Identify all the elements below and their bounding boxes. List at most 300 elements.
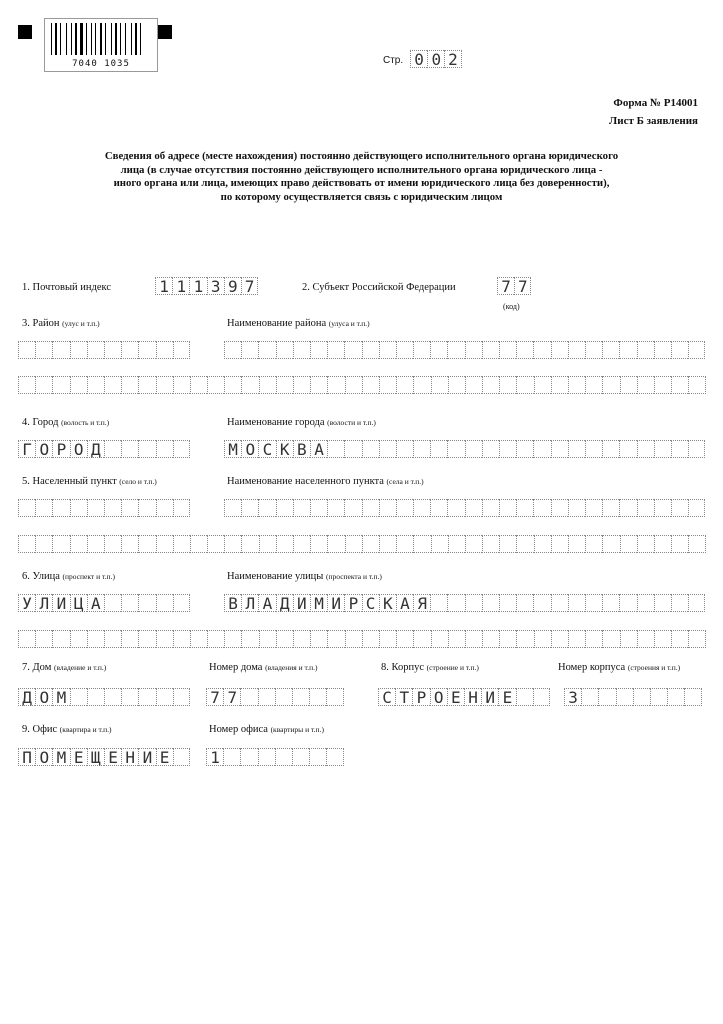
char-cell [327,535,344,553]
char-cell: Л [35,594,52,612]
char-cell [104,630,121,648]
char-cell [173,630,190,648]
barcode-bars [51,23,151,55]
char-cell: Д [18,688,35,706]
house-label: 7. Дом (владение и т.п.) [22,662,107,673]
char-cell [224,630,241,648]
sheet-label: Лист Б заявления [609,115,698,127]
city-name-input[interactable] [224,440,705,458]
house-number-input[interactable] [206,688,344,706]
barcode-bar [131,23,132,55]
char-cell [602,440,619,458]
char-cell [619,341,636,359]
char-cell [190,376,207,394]
char-cell: М [224,440,241,458]
char-cell: Р [52,440,69,458]
char-cell: С [362,594,379,612]
char-cell [362,440,379,458]
char-cell [602,630,619,648]
char-cell [70,376,87,394]
barcode-bar [60,23,61,55]
char-cell [533,688,550,706]
char-cell: С [378,688,395,706]
street-label: 6. Улица (проспект и т.п.) [22,571,115,582]
char-cell [344,499,361,517]
char-cell: О [35,748,52,766]
char-cell [413,341,430,359]
char-cell [327,341,344,359]
char-cell: Н [121,748,138,766]
char-cell [310,535,327,553]
char-cell [551,594,568,612]
char-cell [688,630,705,648]
char-cell [240,688,257,706]
char-cell [533,499,550,517]
char-cell [499,630,516,648]
char-cell [293,630,310,648]
char-cell [173,748,190,766]
char-cell [671,341,688,359]
char-cell [327,376,344,394]
char-cell [138,535,155,553]
char-cell: Щ [87,748,104,766]
house-number-label: Номер дома (владения и т.п.) [209,662,318,673]
char-cell [516,499,533,517]
char-cell [637,440,654,458]
postal-index-label: 1. Почтовый индекс [22,282,112,293]
char-cell: О [35,688,52,706]
street-name-input-line2[interactable] [18,630,706,648]
settlement-name-input[interactable] [224,499,705,517]
char-cell [326,688,343,706]
subject-label: 2. Субъект Российской Федерации [302,282,456,293]
district-name-label: Наименование района (улуса и т.п.) [227,318,370,329]
char-cell [18,630,35,648]
char-cell [499,499,516,517]
char-cell: И [481,688,498,706]
char-cell [448,376,465,394]
char-cell [173,688,190,706]
char-cell [138,630,155,648]
char-cell [259,630,276,648]
char-cell [516,688,533,706]
char-cell [654,535,671,553]
char-cell [241,535,258,553]
char-cell [585,594,602,612]
barcode-number: 7040 1035 [72,59,130,69]
char-cell [87,499,104,517]
char-cell [292,748,309,766]
char-cell [224,499,241,517]
char-cell: Р [412,688,429,706]
char-cell [534,630,551,648]
char-cell [18,499,35,517]
street-name-input[interactable] [224,594,705,612]
char-cell [448,630,465,648]
form-number: Форма № Р14001 [613,97,698,109]
char-cell [293,499,310,517]
char-cell [551,535,568,553]
barcode-bar [66,23,67,55]
char-cell: Е [498,688,515,706]
char-cell [396,440,413,458]
char-cell [121,440,138,458]
char-cell [104,341,121,359]
char-cell [616,688,633,706]
char-cell [430,594,447,612]
barcode-bar [51,23,52,55]
char-cell [482,535,499,553]
char-cell [637,499,654,517]
char-cell [430,341,447,359]
char-cell [598,688,615,706]
barcode-bar [91,23,92,55]
char-cell: Н [464,688,481,706]
char-cell [516,535,533,553]
char-cell [156,499,173,517]
char-cell [18,535,35,553]
char-cell: 2 [444,50,461,68]
char-cell [396,341,413,359]
char-cell [688,440,705,458]
char-cell [276,376,293,394]
char-cell [654,630,671,648]
char-cell [396,499,413,517]
office-number-input[interactable] [206,748,344,766]
char-cell [18,341,35,359]
char-cell [667,688,684,706]
char-cell: А [396,594,413,612]
char-cell [551,341,568,359]
char-cell [671,594,688,612]
char-cell [413,535,430,553]
char-cell [396,535,413,553]
char-cell [138,499,155,517]
char-cell [650,688,667,706]
char-cell [258,688,275,706]
char-cell [533,440,550,458]
char-cell [173,535,190,553]
char-cell [52,499,69,517]
char-cell: 1 [206,748,223,766]
char-cell [362,630,379,648]
char-cell: И [327,594,344,612]
char-cell [568,440,585,458]
office-label: 9. Офис (квартира и т.п.) [22,724,112,735]
office-type-input[interactable] [18,748,190,766]
settlement-label: 5. Населенный пункт (село и т.п.) [22,476,157,487]
char-cell: О [430,688,447,706]
char-cell [275,688,292,706]
char-cell [585,535,602,553]
char-cell [482,341,499,359]
char-cell [482,594,499,612]
char-cell [688,499,705,517]
char-cell [396,630,413,648]
char-cell [379,499,396,517]
char-cell: 1 [172,277,189,295]
building-label: 8. Корпус (строение и т.п.) [381,662,479,673]
char-cell [465,440,482,458]
char-cell [602,341,619,359]
char-cell [379,630,396,648]
postal-index-input[interactable] [155,277,258,295]
char-cell [121,594,138,612]
char-cell [327,630,344,648]
settlement-name-input-line2[interactable] [18,535,706,553]
char-cell [482,376,499,394]
char-cell: Р [344,594,361,612]
char-cell [447,440,464,458]
char-cell [293,341,310,359]
char-cell [585,376,602,394]
char-cell [671,376,688,394]
char-cell [276,341,293,359]
char-cell: А [87,594,104,612]
char-cell [633,688,650,706]
char-cell [259,376,276,394]
char-cell: В [224,594,241,612]
barcode-bar [135,23,137,55]
char-cell [602,499,619,517]
char-cell [551,376,568,394]
char-cell [258,499,275,517]
char-cell [637,594,654,612]
char-cell [138,594,155,612]
char-cell [156,341,173,359]
char-cell [207,535,224,553]
char-cell: Ц [70,594,87,612]
char-cell [310,499,327,517]
char-cell [138,376,155,394]
district-name-input[interactable] [224,341,705,359]
char-cell [465,499,482,517]
char-cell [104,535,121,553]
char-cell: Д [87,440,104,458]
char-cell [413,376,430,394]
char-cell [52,341,69,359]
char-cell [620,630,637,648]
building-type-input[interactable] [378,688,550,706]
char-cell [379,341,396,359]
title-line: Сведения об адресе (месте нахождения) постоянно действующего исполнительного органа юридического [104,150,619,162]
title-line: по которому осуществляется связь с юридическим лицом [220,190,503,203]
char-cell [637,630,654,648]
title-line: иного органа или лица, имеющих право действовать от имени юридического лица без доверенности), [113,177,610,189]
char-cell [619,440,636,458]
char-cell [190,630,207,648]
char-cell [602,535,619,553]
char-cell [516,594,533,612]
char-cell [259,535,276,553]
char-cell [292,688,309,706]
char-cell [362,535,379,553]
char-cell [637,341,654,359]
char-cell [104,688,121,706]
char-cell [241,341,258,359]
char-cell [104,499,121,517]
char-cell [173,499,190,517]
barcode-bar [111,23,112,55]
char-cell [35,341,52,359]
char-cell [413,440,430,458]
char-cell [70,535,87,553]
char-cell: П [18,748,35,766]
char-cell [121,688,138,706]
char-cell: О [241,440,258,458]
char-cell: М [310,594,327,612]
city-type-input[interactable] [18,440,190,458]
char-cell [35,535,52,553]
char-cell [121,341,138,359]
char-cell [276,535,293,553]
char-cell [35,630,52,648]
barcode-bar [55,23,57,55]
char-cell [568,376,585,394]
char-cell [568,499,585,517]
char-cell [637,376,654,394]
subject-code-input[interactable] [497,277,531,295]
char-cell [18,376,35,394]
char-cell [87,341,104,359]
char-cell [654,341,671,359]
char-cell [35,376,52,394]
section-title [30,150,693,204]
char-cell [207,630,224,648]
char-cell: М [52,688,69,706]
char-cell [671,630,688,648]
subject-code-caption: (код) [503,302,520,311]
char-cell [156,535,173,553]
char-cell [447,499,464,517]
char-cell: Е [447,688,464,706]
char-cell [224,376,241,394]
settlement-name-label: Наименование населенного пункта (села и т.п.) [227,476,424,487]
char-cell [52,630,69,648]
char-cell [345,535,362,553]
char-cell: Г [18,440,35,458]
char-cell [293,376,310,394]
char-cell [499,376,516,394]
settlement-type-input[interactable] [18,499,190,517]
char-cell [568,535,585,553]
char-cell: Т [395,688,412,706]
char-cell [173,376,190,394]
char-cell [327,440,344,458]
char-cell [431,535,448,553]
char-cell [585,630,602,648]
char-cell [654,499,671,517]
char-cell [138,440,155,458]
char-cell [413,499,430,517]
char-cell [70,341,87,359]
char-cell [121,630,138,648]
district-type-input[interactable] [18,341,190,359]
char-cell [240,748,257,766]
char-cell [379,440,396,458]
char-cell [241,376,258,394]
char-cell: 0 [410,50,427,68]
char-cell [620,376,637,394]
page-number-cells [410,50,462,68]
char-cell: О [35,440,52,458]
char-cell [516,376,533,394]
char-cell [431,376,448,394]
char-cell [52,535,69,553]
char-cell [654,440,671,458]
char-cell [551,630,568,648]
char-cell [223,748,240,766]
building-number-label: Номер корпуса (строения и т.п.) [558,662,681,673]
char-cell [688,341,705,359]
char-cell: 7 [514,277,531,295]
char-cell: 3 [207,277,224,295]
char-cell [309,688,326,706]
char-cell [430,499,447,517]
char-cell: Л [241,594,258,612]
building-number-input[interactable] [564,688,702,706]
city-label: 4. Город (волость и т.п.) [22,417,110,428]
char-cell [581,688,598,706]
street-type-input[interactable] [18,594,190,612]
char-cell [534,535,551,553]
district-name-input-line2[interactable] [18,376,706,394]
char-cell [585,440,602,458]
char-cell: А [310,440,327,458]
char-cell [121,535,138,553]
char-cell: 7 [497,277,514,295]
char-cell [190,535,207,553]
char-cell: О [70,440,87,458]
char-cell [345,630,362,648]
char-cell [688,376,705,394]
registration-marker-right [158,25,172,39]
char-cell [104,376,121,394]
char-cell [516,630,533,648]
char-cell [534,376,551,394]
char-cell: Е [104,748,121,766]
char-cell [430,440,447,458]
char-cell [344,440,361,458]
barcode-bar [120,23,121,55]
barcode-bar [95,23,96,55]
char-cell [671,499,688,517]
char-cell [258,748,275,766]
char-cell [241,630,258,648]
char-cell [104,440,121,458]
char-cell: Е [156,748,173,766]
char-cell [465,594,482,612]
char-cell [52,376,69,394]
char-cell: К [276,440,293,458]
page-label: Стр. [383,55,404,66]
char-cell [671,440,688,458]
char-cell [156,630,173,648]
char-cell: С [258,440,275,458]
char-cell [87,630,104,648]
char-cell [431,630,448,648]
char-cell [684,688,701,706]
house-type-input[interactable] [18,688,190,706]
char-cell [447,594,464,612]
char-cell [87,688,104,706]
barcode-bar [75,23,77,55]
barcode-bar [80,23,83,55]
char-cell [516,341,533,359]
char-cell [585,341,602,359]
char-cell [499,341,516,359]
char-cell [173,594,190,612]
